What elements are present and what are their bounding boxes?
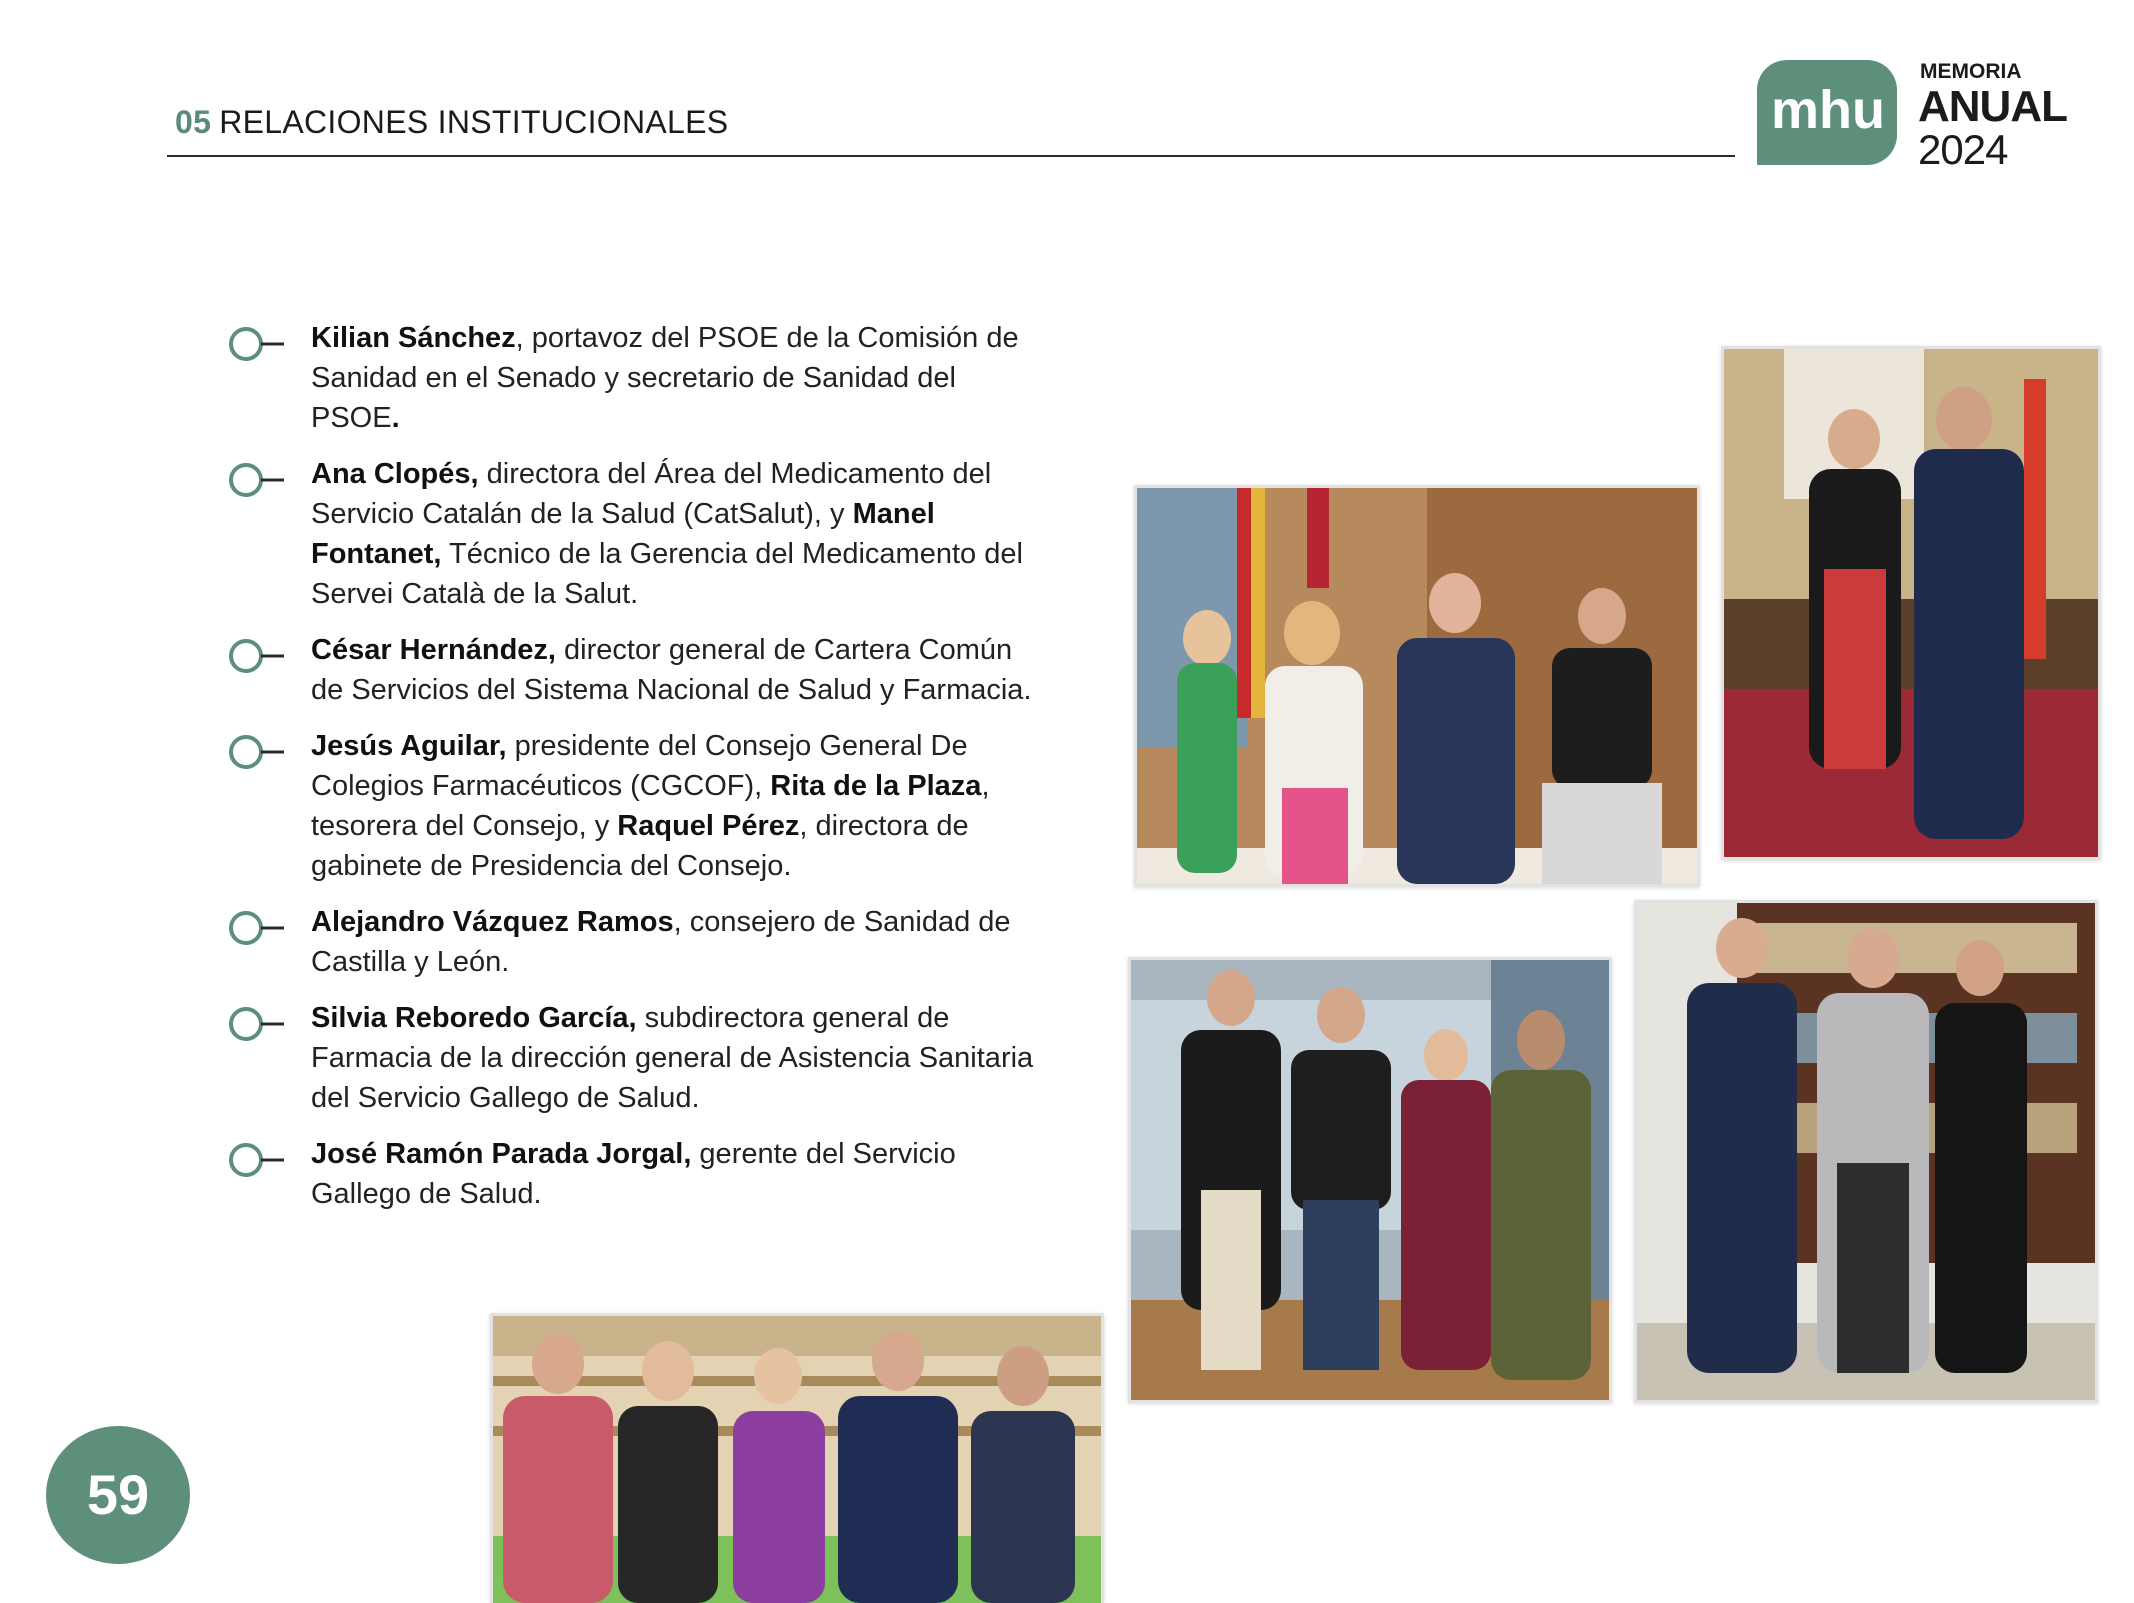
meetings-list bbox=[228, 318, 1038, 1230]
role-text: , consejero de Sanidad de Castilla y León. bbox=[311, 906, 1011, 978]
circle-bullet-icon bbox=[228, 1006, 290, 1042]
person-name: Ana Clopés, bbox=[311, 458, 479, 490]
circle-bullet-icon bbox=[228, 910, 290, 946]
person-name: . bbox=[391, 402, 400, 434]
circle-bullet-icon bbox=[228, 638, 290, 674]
list-item bbox=[228, 454, 1038, 614]
list-item bbox=[228, 902, 1038, 982]
report-label-anual: ANUAL bbox=[1918, 82, 2067, 131]
section-title: RELACIONES INSTITUCIONALES bbox=[219, 104, 729, 140]
section-number: 05 bbox=[175, 104, 212, 140]
report-label-memoria: MEMORIA bbox=[1920, 60, 2022, 83]
person-name: César Hernández, bbox=[311, 634, 556, 666]
circle-bullet-icon bbox=[228, 326, 290, 362]
list-item bbox=[228, 630, 1038, 710]
role-text: directora del Área del Medicamento del Servicio Catalán de la Salud (CatSalut), y bbox=[311, 458, 992, 530]
role-text: , directora de gabinete de Presidencia del Consejo. bbox=[311, 810, 969, 882]
circle-bullet-icon bbox=[228, 1142, 290, 1178]
role-text: Técnico de la Gerencia del Medicamento del Servei Català de la Salut. bbox=[311, 538, 1023, 610]
list-item bbox=[228, 1134, 1038, 1214]
person-name: Manel Fontanet, bbox=[311, 498, 935, 570]
logo-text: mhu bbox=[1771, 80, 1885, 140]
circle-bullet-icon bbox=[228, 734, 290, 770]
person-name: Alejandro Vázquez Ramos bbox=[311, 906, 674, 938]
role-text: , tesorera del Consejo, y bbox=[311, 770, 990, 842]
role-text: subdirectora general de Farmacia de la dirección general de Asistencia Sanitaria del Servicio Gallego de Salud. bbox=[311, 1002, 1034, 1114]
page-number: 59 bbox=[46, 1426, 190, 1564]
mhu-logo-mark bbox=[1757, 60, 1897, 165]
role-text: , portavoz del PSOE de la Comisión de Sanidad en el Senado y secretario de Sanidad del PSOE bbox=[311, 322, 1019, 434]
list-item bbox=[228, 726, 1038, 886]
list-item bbox=[228, 318, 1038, 438]
photo-meeting-flags bbox=[1134, 485, 1700, 887]
photo-meeting-office bbox=[1128, 957, 1612, 1403]
role-text: gerente del Servicio Gallego de Salud. bbox=[311, 1138, 956, 1210]
person-name: Kilian Sánchez bbox=[311, 322, 516, 354]
person-name: Silvia Reboredo García, bbox=[311, 1002, 637, 1034]
circle-bullet-icon bbox=[228, 462, 290, 498]
header-divider bbox=[167, 155, 1735, 157]
section-heading bbox=[175, 104, 728, 141]
role-text: presidente del Consejo General De Colegios Farmacéuticos (CGCOF), bbox=[311, 730, 968, 802]
photo-meeting-library bbox=[1634, 900, 2098, 1403]
person-name: Rita de la Plaza bbox=[770, 770, 982, 802]
mhu-logo bbox=[1757, 60, 1897, 165]
person-name: Jesús Aguilar, bbox=[311, 730, 507, 762]
role-text: director general de Cartera Común de Servicios del Sistema Nacional de Salud y Farmacia. bbox=[311, 634, 1032, 706]
report-year: 2024 bbox=[1918, 126, 2008, 173]
person-name: Raquel Pérez bbox=[617, 810, 800, 842]
list-item bbox=[228, 998, 1038, 1118]
photo-meeting-palace bbox=[1721, 346, 2101, 860]
photo-meeting-pharmacy bbox=[490, 1313, 1104, 1603]
person-name: José Ramón Parada Jorgal, bbox=[311, 1138, 692, 1170]
